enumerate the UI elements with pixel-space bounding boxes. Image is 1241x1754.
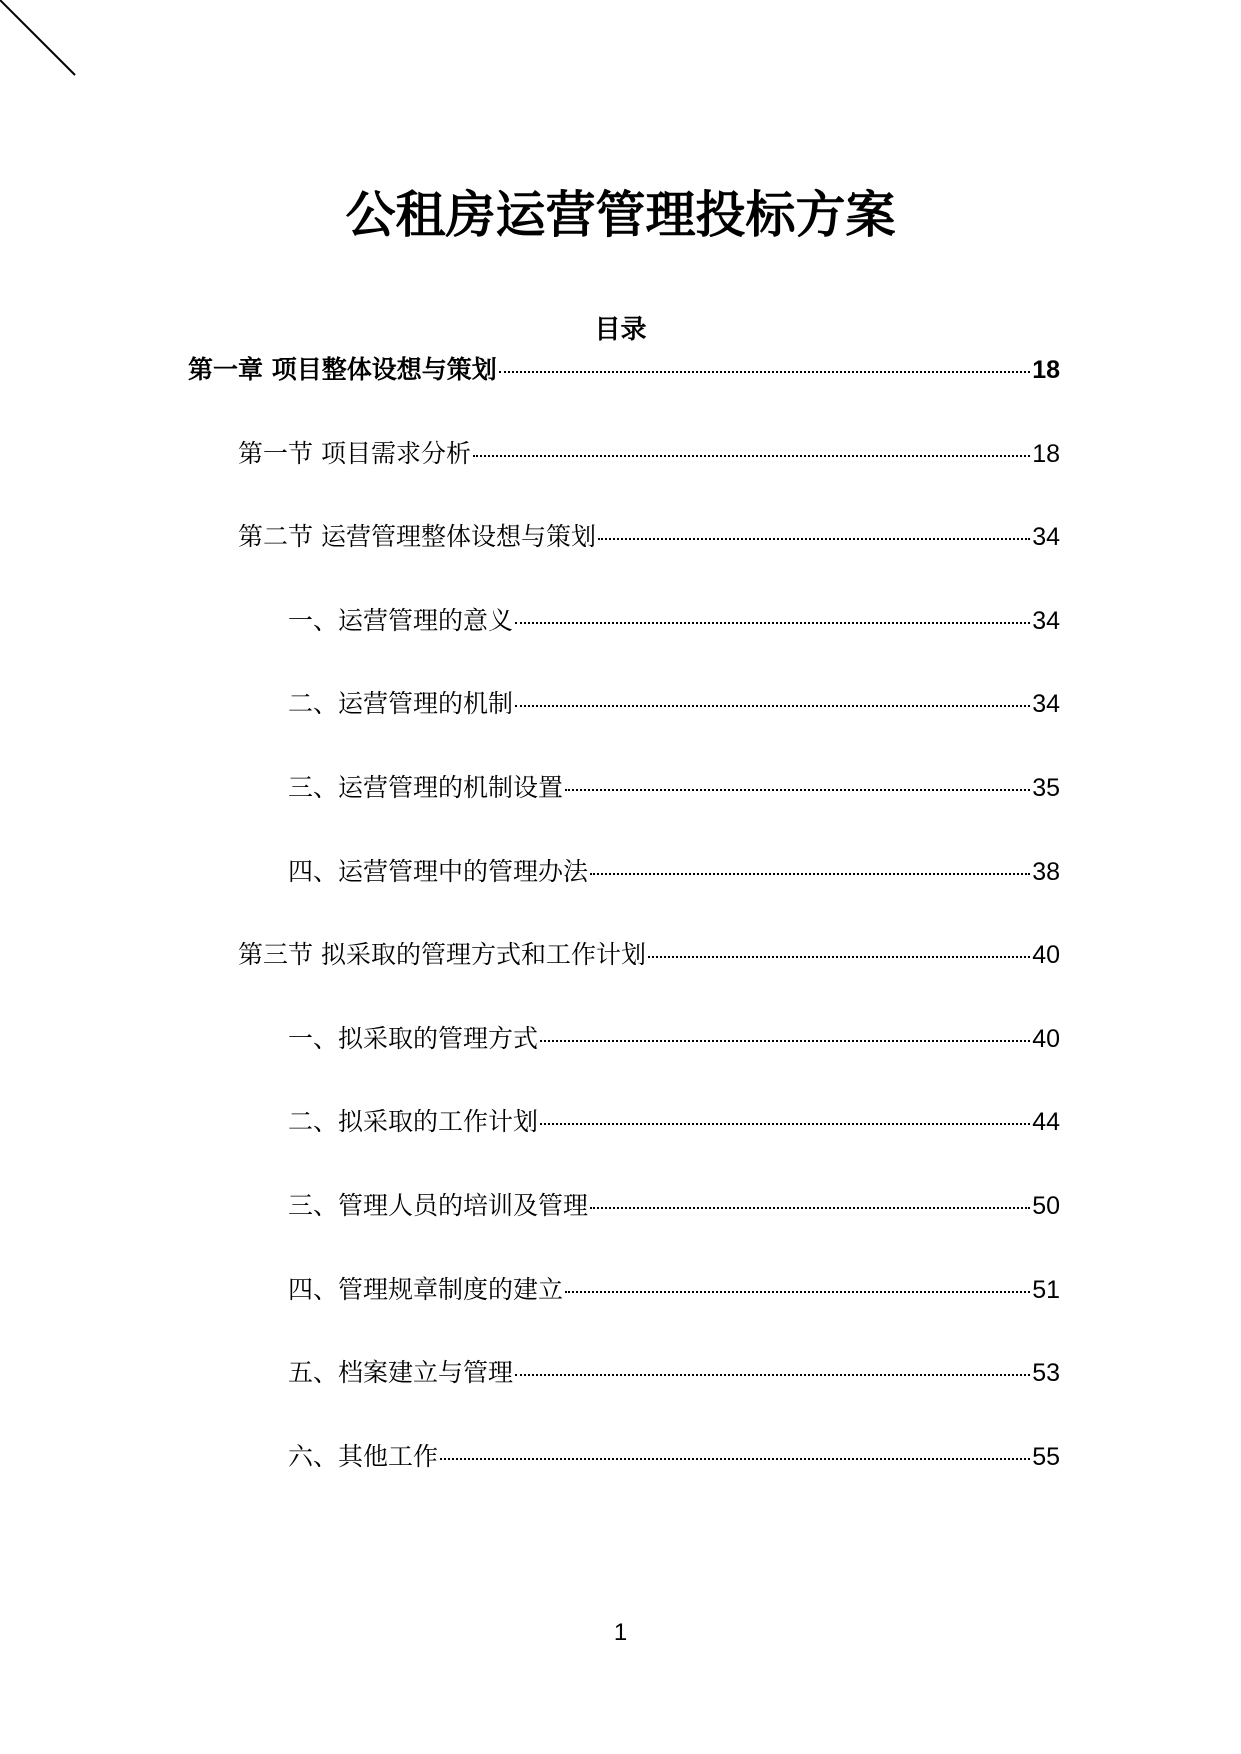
toc-entry[interactable] <box>288 1019 1060 1059</box>
toc-entry[interactable] <box>238 517 1060 557</box>
toc-entry-page: 40 <box>1032 1025 1060 1053</box>
toc-leader-dots <box>648 956 1030 958</box>
toc-entry-page: 44 <box>1032 1108 1060 1136</box>
toc-entry[interactable] <box>288 1102 1060 1142</box>
toc-entry-page: 34 <box>1032 523 1060 551</box>
toc-entry-page: 18 <box>1032 356 1060 384</box>
toc-entry-page: 51 <box>1032 1276 1060 1304</box>
toc-entry-page: 34 <box>1032 690 1060 718</box>
toc-entry-title: 第一节 项目需求分析 <box>238 439 471 468</box>
toc-entry[interactable] <box>238 935 1060 975</box>
toc-entry-title: 二、拟采取的工作计划 <box>288 1107 539 1136</box>
toc-entry-title: 三、运营管理的机制设置 <box>288 773 564 802</box>
toc-leader-dots <box>590 1207 1030 1209</box>
corner-crop-mark <box>0 0 80 80</box>
document-title: 公租房运营管理投标方案 <box>345 186 896 244</box>
toc-entry[interactable] <box>288 1270 1060 1310</box>
toc-leader-dots <box>515 1374 1030 1376</box>
toc-entry-title: 六、其他工作 <box>288 1442 439 1471</box>
toc-entry-page: 55 <box>1032 1443 1060 1471</box>
toc-leader-dots <box>473 455 1030 457</box>
toc-entry-title: 一、运营管理的意义 <box>288 606 514 635</box>
toc-leader-dots <box>565 1291 1030 1293</box>
toc-entry[interactable] <box>288 684 1060 724</box>
toc-entry-page: 35 <box>1032 774 1060 802</box>
toc-entry[interactable] <box>288 601 1060 641</box>
toc-entry-page: 53 <box>1032 1359 1060 1387</box>
toc-entry[interactable] <box>188 350 1060 390</box>
toc-entry-title: 四、运营管理中的管理办法 <box>288 857 589 886</box>
toc-entry[interactable] <box>288 1437 1060 1477</box>
toc-entry-title: 二、运营管理的机制 <box>288 689 514 718</box>
toc-leader-dots <box>540 1123 1030 1125</box>
toc-heading: 目录 <box>594 315 647 345</box>
toc-entry-page: 18 <box>1032 440 1060 468</box>
toc-entry-page: 40 <box>1032 941 1060 969</box>
toc-entry-title: 四、管理规章制度的建立 <box>288 1275 564 1304</box>
toc-leader-dots <box>515 622 1030 624</box>
toc-entry-title: 第一章 项目整体设想与策划 <box>188 355 497 384</box>
toc-entry-title: 第三节 拟采取的管理方式和工作计划 <box>238 940 646 969</box>
toc-entry[interactable] <box>288 1353 1060 1393</box>
toc-entry-page: 34 <box>1032 607 1060 635</box>
toc-entry-title: 一、拟采取的管理方式 <box>288 1024 539 1053</box>
toc-entry-page: 50 <box>1032 1192 1060 1220</box>
toc-entry[interactable] <box>288 852 1060 892</box>
toc-leader-dots <box>440 1458 1030 1460</box>
toc-entry-page: 38 <box>1032 858 1060 886</box>
toc-leader-dots <box>499 371 1030 373</box>
toc-leader-dots <box>515 705 1030 707</box>
toc-leader-dots <box>565 789 1030 791</box>
toc-entry-title: 第二节 运营管理整体设想与策划 <box>238 522 596 551</box>
toc-entry[interactable] <box>288 768 1060 808</box>
page-number: 1 <box>613 1619 628 1646</box>
toc-leader-dots <box>540 1040 1030 1042</box>
toc-entry-title: 三、管理人员的培训及管理 <box>288 1191 589 1220</box>
toc-entry-title: 五、档案建立与管理 <box>288 1358 514 1387</box>
toc-entry[interactable] <box>238 434 1060 474</box>
toc-leader-dots <box>598 538 1030 540</box>
toc-leader-dots <box>590 873 1030 875</box>
toc-entry[interactable] <box>288 1186 1060 1226</box>
